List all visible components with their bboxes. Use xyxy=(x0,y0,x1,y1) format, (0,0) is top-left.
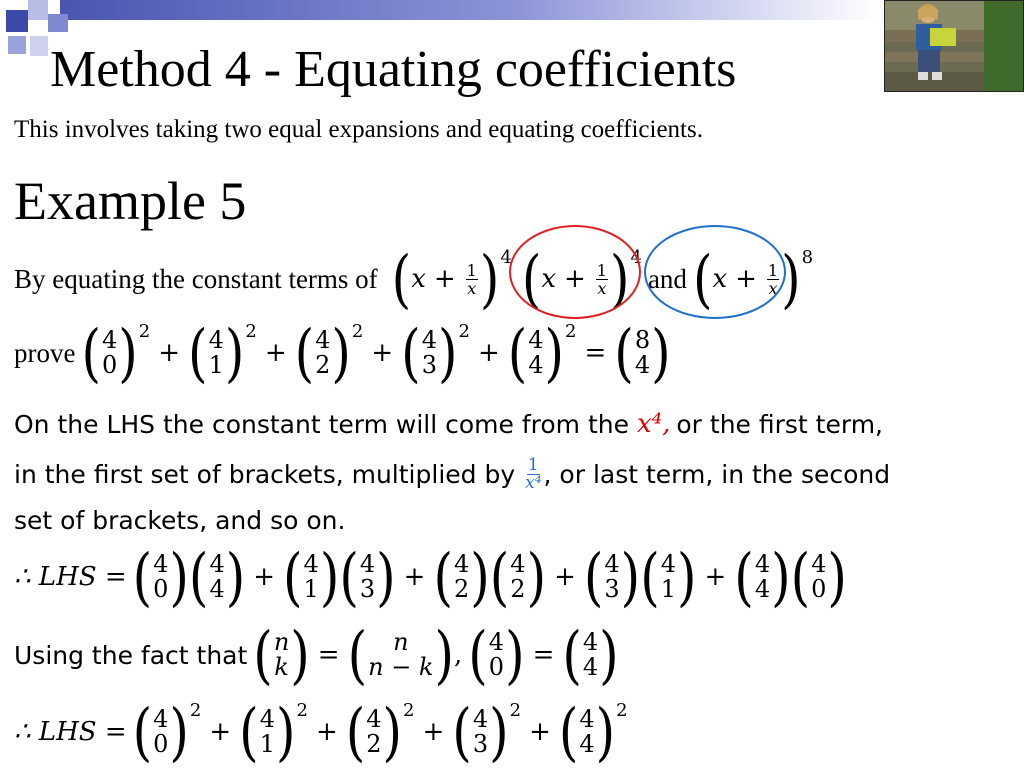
binom-pair-1-3: ( 4 1 ) ( 4 3 ) xyxy=(283,540,396,614)
final-binom-4-1: ( 4 1 ) 2 xyxy=(239,695,308,768)
using-fact-label: Using the fact that xyxy=(14,640,248,670)
binom-4-0-fact: ( 4 0 ) xyxy=(468,618,525,692)
binom-4-2-squared: ( 4 2 ) 2 xyxy=(294,316,364,390)
binom-pair-2-2: ( 4 2 ) ( 4 2 ) xyxy=(433,540,547,614)
expr-second-bracket: ( x + $\frac{1}{x}$ ) 4 xyxy=(521,242,642,316)
final-binom-4-0: ( 4 0 ) 2 xyxy=(132,695,202,768)
binom-8-4: ( 8 4 ) xyxy=(614,316,671,390)
explanation-line-2: in the first set of brackets, multiplied by $\frac{1}{\text{x⁴}}$ , or last term, in the second xyxy=(14,454,891,493)
binom-n-n-minus-k: ( n n − k ) xyxy=(347,618,454,692)
prove-line: prove ( 4 0 ) 2 + ( 4 1 ) 2 + ( 4 2 ) 2 + ( 4 3 ) 2 + ( 4 4 ) 2 = ( 8 4 ) xyxy=(14,316,671,390)
therefore-lhs-label-2: ∴ LHS = xyxy=(14,717,127,747)
student-reading-photo xyxy=(884,0,1024,92)
binom-4-0-squared: ( 4 0 ) 2 xyxy=(81,316,151,390)
lhs-expansion-line: ∴ LHS = ( 4 0 ) ( 4 4 ) + ( 4 1 ) ( 4 3 ) + ( 4 2 ) ( 4 2 ) + ( 4 3 ) ( 4 1 ) + ( 4 4 ) ( 4 0 ) xyxy=(14,540,847,614)
statement-and: and xyxy=(647,263,687,294)
binom-n-k: ( n k ) xyxy=(253,618,310,692)
binom-pair-3-1: ( 4 3 ) ( 4 1 ) xyxy=(583,540,697,614)
binom-4-3-squared: ( 4 3 ) 2 xyxy=(401,316,470,390)
statement-prefix: By equating the constant terms of xyxy=(14,263,378,294)
expr-first-bracket: ( x + $\frac{1}{x}$ ) 4 xyxy=(391,242,512,316)
explanation-line-3: set of brackets, and so on. xyxy=(14,506,346,535)
one-over-x4-blue: $\frac{1}{\text{x⁴}}$ xyxy=(525,454,542,493)
final-binom-4-2: ( 4 2 ) 2 xyxy=(345,695,415,768)
red-circle xyxy=(510,226,640,318)
binom-4-1-squared: ( 4 1 ) 2 xyxy=(188,316,257,390)
explanation-line-1: On the LHS the constant term will come from the x⁴, or the first term, xyxy=(14,409,883,439)
prove-label: prove xyxy=(14,337,76,368)
binom-pair-0-4: ( 4 0 ) ( 4 4 ) xyxy=(132,540,246,614)
binom-pair-4-0: ( 4 4 ) ( 4 0 ) xyxy=(734,540,847,614)
blue-circle xyxy=(645,226,785,318)
intro-text: This involves taking two equal expansions and equating coefficients. xyxy=(14,116,703,143)
final-binom-4-4: ( 4 4 ) 2 xyxy=(558,695,628,768)
slide-title: Method 4 - Equating coefficients xyxy=(50,41,737,98)
lhs-squares-line: ∴ LHS = ( 4 0 ) 2 + ( 4 1 ) 2 + ( 4 2 ) 2 + ( 4 3 ) 2 + ( 4 4 ) 2 xyxy=(14,695,628,768)
expr-third-bracket: ( x + $\frac{1}{x}$ ) 8 xyxy=(692,242,814,316)
therefore-lhs-label: ∴ LHS = xyxy=(14,562,127,592)
example-heading: Example 5 xyxy=(14,171,247,231)
binom-4-4-squared: ( 4 4 ) 2 xyxy=(507,316,577,390)
header-gradient-bar xyxy=(60,0,880,20)
binom-4-4-fact: ( 4 4 ) xyxy=(562,618,619,692)
x4-term-red: x⁴, xyxy=(637,409,671,439)
highlight-circles xyxy=(500,222,810,322)
fact-line: Using the fact that ( n k ) = ( n n − k ) , ( 4 0 ) = ( 4 4 ) xyxy=(14,618,619,692)
final-binom-4-3: ( 4 3 ) 2 xyxy=(452,695,522,768)
